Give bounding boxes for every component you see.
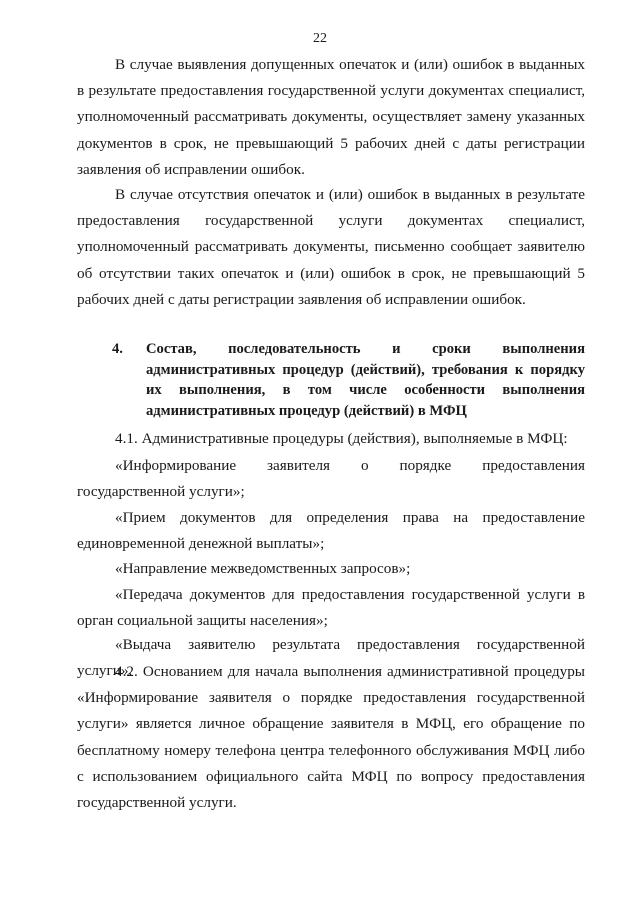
section-number: 4. bbox=[112, 341, 123, 357]
page-number: 22 bbox=[313, 31, 327, 46]
procedure-item-3: «Направление межведомственных запросов»; bbox=[115, 560, 411, 577]
procedure-item-1: «Информирование заявителя о порядке предоставления государственной услуги»; bbox=[77, 457, 585, 501]
section-title: Состав, последовательность и сроки выполнения административных процедур (действий), требования к порядку их выполнения, в том числе особенности выполнения административных процедур (действий) в МФЦ bbox=[146, 341, 585, 419]
subsection-4-2-text: 4.2. Основанием для начала выполнения административной процедуры «Информирование заявителя о порядке предоставления государственной услуги» является личное обращение заявителя в МФЦ, его обращение по бесплатному номеру телефона центра телефонного обслуживания МФЦ либо с использованием официального сайта МФЦ по вопросу предоставления государственной услуги. bbox=[77, 663, 585, 812]
procedure-item-4: «Передача документов для предоставления государственной услуги в орган социальной защиты населения»; bbox=[77, 586, 585, 630]
section-heading bbox=[112, 339, 585, 421]
paragraph-correction-errors-found: В случае выявления допущенных опечаток и (или) ошибок в выданных в результате предоставления государственной услуги документах специалист, уполномоченный рассматривать документы, осуществляет замену указанных документов в срок, не превышающий 5 рабочих дней с даты регистрации заявления об исправлении ошибок. bbox=[77, 56, 585, 178]
subsection-4-1-intro: 4.1. Административные процедуры (действия), выполняемые в МФЦ: bbox=[115, 430, 568, 447]
paragraph-no-errors-found: В случае отсутствия опечаток и (или) ошибок в выданных в результате предоставления государственной услуги документах специалист, уполномоченный рассматривать документы, письменно сообщает заявителю об отсутствии таких опечаток и (или) ошибок в срок, не превышающий 5 рабочих дней с даты регистрации заявления об исправлении ошибок. bbox=[77, 186, 585, 308]
procedure-item-2: «Прием документов для определения права на предоставление единовременной денежной выплаты»; bbox=[77, 509, 585, 553]
procedure-item-5: «Выдача заявителю результата предоставления государственной услуги». bbox=[77, 636, 585, 680]
